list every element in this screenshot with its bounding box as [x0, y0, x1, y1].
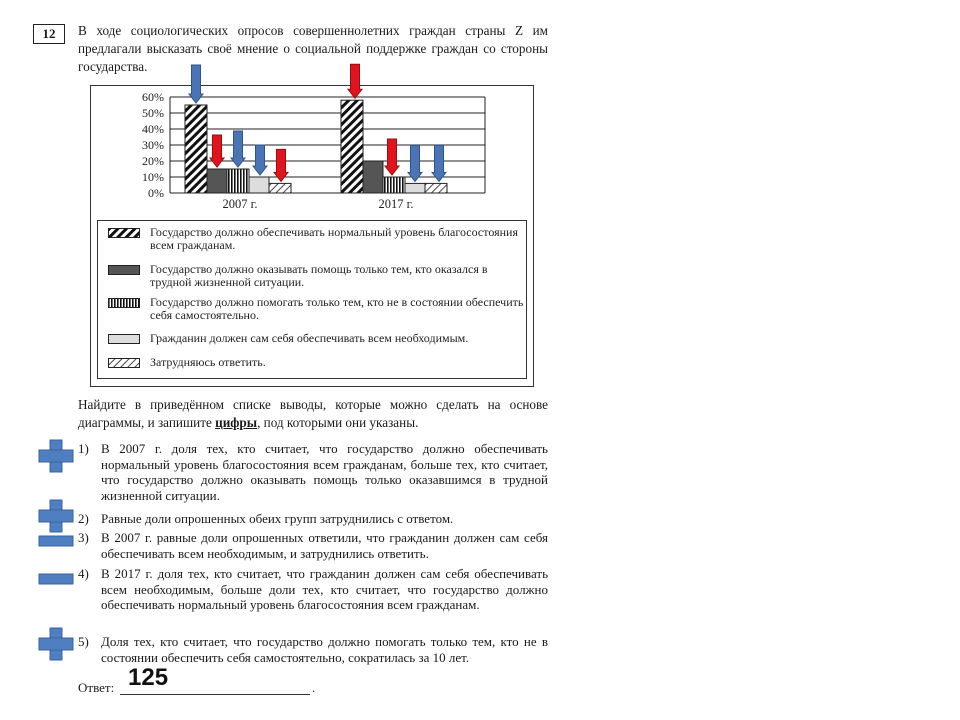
option-text: В 2007 г. доля тех, кто считает, что государство должно обеспечивать нормальный уровень благосостояния всем гражданам, больше тех, кто считает, что государство должно оказывать помощь только оказавшимся в трудной жизненной ситуации.	[101, 441, 548, 503]
legend-label: Государство должно оказывать помощь только тем, кто оказался в трудной жизненной ситуации.	[150, 262, 488, 289]
option-3	[78, 530, 548, 561]
plus-icon	[38, 499, 74, 533]
x-category-label: 2007 г.	[222, 197, 258, 211]
y-tick-label: 20%	[142, 154, 164, 168]
bar-vertical	[383, 177, 405, 193]
arrow-down-icon	[253, 145, 267, 175]
arrow-down-icon	[408, 145, 422, 181]
arrow-down-icon	[432, 145, 446, 181]
bar-hatch	[269, 183, 291, 193]
bar-diagonal	[185, 105, 207, 193]
y-tick-label: 30%	[142, 138, 164, 152]
intro-text: В ходе социологических опросов совершеннолетних граждан страны Z им предлагали высказать своё мнение о социальной поддержке граждан со стороны государства.	[78, 23, 548, 74]
option-text: В 2017 г. доля тех, кто считает, что гражданин должен сам себя обеспечивать всем необходимым, больше доли тех, кто считает, что государство должно обеспечивать нормальный уровень благосостояния всем гражданам.	[101, 566, 548, 612]
arrow-down-icon	[348, 64, 362, 98]
task-text-bold: цифры	[215, 415, 258, 430]
y-tick-label: 60%	[142, 90, 164, 104]
answer-line	[120, 694, 310, 695]
bar-light	[405, 183, 425, 193]
arrow-down-icon	[231, 131, 245, 167]
bar-vertical	[227, 169, 249, 193]
answer-label: Ответ:	[78, 680, 115, 695]
bar-hatch	[425, 183, 447, 193]
option-number: 5)	[78, 634, 89, 649]
legend-label: Гражданин должен сам себя обеспечивать всем необходимым.	[150, 331, 469, 345]
option-4	[78, 566, 548, 613]
bar-chart	[90, 60, 540, 220]
task-text-before: Найдите в приведённом списке выводы, которые можно сделать на основе диаграммы, и запишите	[78, 397, 548, 430]
y-tick-label: 10%	[142, 170, 164, 184]
task-text-after: , под которыми они указаны.	[257, 415, 419, 430]
option-5	[78, 634, 548, 665]
option-text: Равные доли опрошенных обеих групп затруднились с ответом.	[101, 511, 454, 526]
answer-dot: .	[312, 680, 316, 695]
plus-icon	[38, 627, 74, 661]
option-text: Доля тех, кто считает, что государство должно помогать только тем, кто не в состоянии обеспечить себя самостоятельно, сократилась за 10 лет.	[101, 634, 548, 665]
minus-icon	[38, 535, 74, 547]
question-number: 12	[33, 24, 65, 44]
option-number: 1)	[78, 441, 89, 456]
arrow-down-icon	[210, 135, 224, 167]
bar-dark	[363, 161, 383, 193]
option-number: 3)	[78, 530, 89, 545]
legend-label: Государство должно помогать только тем, кто не в состоянии обеспечить себя самостоятельно.	[150, 295, 524, 322]
legend-label: Государство должно обеспечивать нормальный уровень благосостояния всем гражданам.	[150, 225, 518, 252]
legend-label: Затрудняюсь ответить.	[150, 355, 266, 369]
arrow-down-icon	[189, 65, 203, 103]
minus-icon	[38, 573, 74, 585]
y-tick-label: 40%	[142, 122, 164, 136]
option-text: В 2007 г. равные доли опрошенных ответили, что гражданин должен сам себя обеспечивать всем необходимым, и затруднились ответить.	[101, 530, 548, 561]
option-number: 2)	[78, 511, 89, 526]
legend-swatch-dark	[108, 265, 140, 275]
x-category-label: 2017 г.	[378, 197, 414, 211]
task-text	[78, 396, 548, 432]
plus-icon	[38, 439, 74, 473]
legend-swatch-light	[108, 334, 140, 344]
legend-swatch-diagonal	[108, 228, 140, 238]
chart-legend	[97, 220, 527, 379]
y-tick-label: 0%	[148, 186, 164, 200]
bar-dark	[207, 169, 227, 193]
legend-swatch-vertical	[108, 298, 140, 308]
bar-diagonal	[341, 100, 363, 193]
option-2	[78, 511, 548, 527]
y-tick-label: 50%	[142, 106, 164, 120]
bar-light	[249, 177, 269, 193]
legend-swatch-hatch	[108, 358, 140, 368]
arrow-down-icon	[385, 139, 399, 175]
option-number: 4)	[78, 566, 89, 581]
option-1	[78, 441, 548, 503]
answer-value: 125	[128, 664, 169, 691]
